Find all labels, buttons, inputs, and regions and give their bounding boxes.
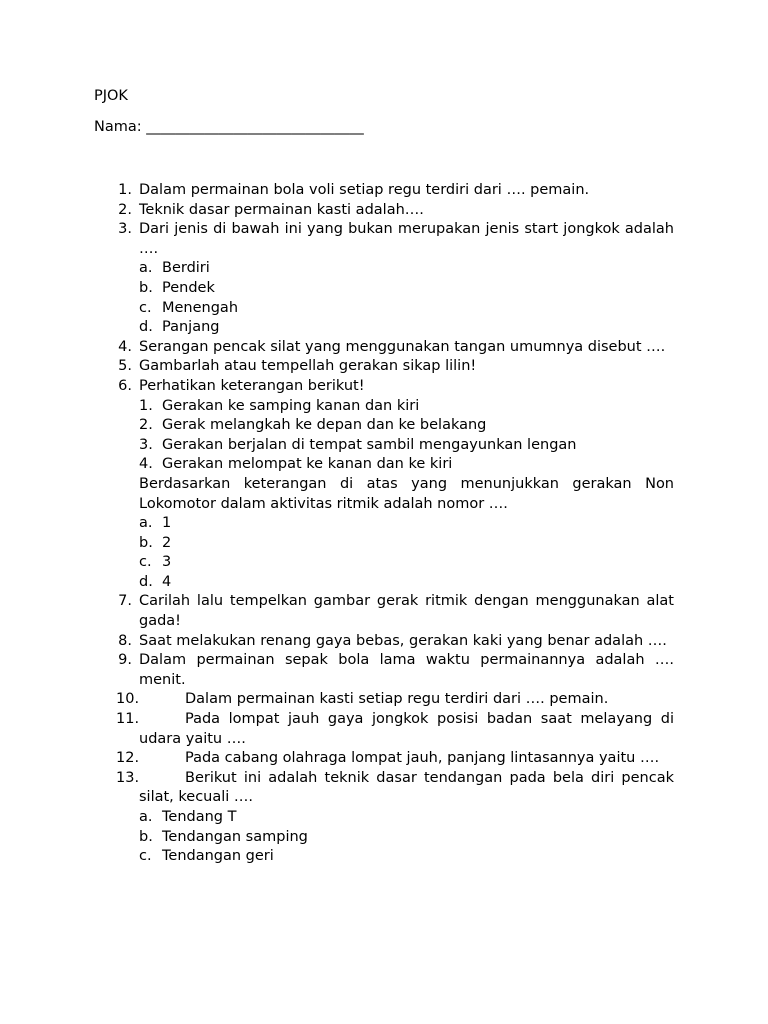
statement-text: Gerak melangkah ke depan dan ke belakang (162, 417, 487, 434)
question-number: 4. (118, 338, 132, 355)
question-item (94, 220, 674, 259)
question-text: Dalam permainan kasti setiap regu terdiri dari …. pemain. (185, 691, 609, 708)
option-text: Menengah (162, 299, 239, 316)
question-number: 12. (116, 750, 140, 767)
option-letter: b. (139, 279, 153, 296)
question-item (94, 632, 674, 652)
answer-option (94, 808, 674, 828)
option-letter: a. (139, 515, 153, 532)
answer-option (94, 259, 674, 279)
question-number: 7. (118, 593, 132, 610)
statement-text: Gerakan melompat ke kanan dan ke kiri (162, 456, 453, 473)
question-number: 13. (116, 769, 140, 786)
answer-option (94, 318, 674, 338)
question-text: Serangan pencak silat yang menggunakan tangan umumnya disebut …. (139, 338, 666, 355)
question-number: 11. (116, 711, 140, 728)
question-text: Berikut ini adalah teknik dasar tendangan pada bela diri pencak silat, kecuali …. (139, 769, 674, 806)
question-text: Dalam permainan bola voli setiap regu terdiri dari …. pemain. (139, 182, 590, 198)
option-text: 2 (162, 534, 172, 551)
answer-option (94, 553, 674, 573)
question-text: Gambarlah atau tempellah gerakan sikap lilin! (139, 358, 477, 375)
statement-text: Gerakan ke samping kanan dan kiri (162, 397, 420, 414)
question-item (94, 592, 674, 631)
question-followup: Berdasarkan keterangan di atas yang menunjukkan gerakan Non Lokomotor dalam aktivitas ritmik adalah nomor …. (139, 475, 674, 512)
question-item (94, 338, 674, 358)
answer-option (94, 534, 674, 554)
option-letter: d. (139, 319, 153, 336)
option-text: 1 (162, 515, 172, 532)
question-item (94, 690, 674, 710)
question-item (94, 710, 674, 749)
question-text: Carilah lalu tempelkan gambar gerak ritmik dengan menggunakan alat gada! (139, 593, 674, 630)
option-text: Tendangan geri (162, 848, 274, 865)
question-text: Teknik dasar permainan kasti adalah…. (139, 201, 424, 218)
name-field-label: Nama: ______________________________ (94, 119, 364, 135)
statement-item (94, 416, 674, 436)
question-text: Pada cabang olahraga lompat jauh, panjang lintasannya yaitu …. (185, 750, 660, 767)
question-text: Dalam permainan sepak bola lama waktu permainannya adalah …. menit. (139, 652, 674, 688)
option-letter: c. (139, 299, 152, 316)
option-text: 3 (162, 554, 172, 571)
question-item (94, 357, 674, 377)
statement-number: 1. (139, 397, 153, 414)
question-text: Perhatikan keterangan berikut! (139, 377, 365, 394)
answer-option (94, 279, 674, 299)
question-number: 1. (118, 182, 132, 198)
answer-option (94, 514, 674, 534)
question-item (94, 749, 674, 769)
option-letter: a. (139, 809, 153, 825)
option-text: Pendek (162, 279, 215, 296)
question-item (94, 769, 674, 808)
statement-number: 2. (139, 417, 153, 434)
question-number: 2. (118, 201, 132, 218)
question-number: 3. (118, 221, 132, 238)
subject-heading: PJOK (94, 88, 128, 104)
question-text: Dari jenis di bawah ini yang bukan merupakan jenis start jongkok adalah …. (139, 221, 674, 257)
option-letter: a. (139, 260, 153, 277)
option-letter: c. (139, 848, 152, 865)
statement-number: 3. (139, 436, 153, 453)
answer-option (94, 828, 674, 848)
question-item (94, 651, 674, 690)
option-text: Tendang T (162, 809, 237, 825)
question-text: Pada lompat jauh gaya jongkok posisi badan saat melayang di udara yaitu …. (139, 711, 674, 747)
answer-option (94, 299, 674, 319)
question-number: 5. (118, 358, 132, 375)
question-item (94, 181, 674, 201)
question-list (94, 181, 674, 867)
statement-text: Gerakan berjalan di tempat sambil mengayunkan lengan (162, 436, 577, 453)
option-text: Berdiri (162, 260, 210, 277)
option-letter: b. (139, 534, 153, 551)
question-number: 10. (116, 691, 140, 708)
question-number: 8. (118, 632, 132, 649)
option-text: Tendangan samping (162, 828, 308, 845)
question-number: 9. (118, 652, 132, 669)
statement-number: 4. (139, 456, 153, 473)
statement-item (94, 455, 674, 475)
option-letter: b. (139, 828, 153, 845)
option-text: Panjang (162, 319, 220, 336)
statement-item (94, 397, 674, 417)
option-text: 4 (162, 573, 172, 590)
question-item (94, 377, 674, 397)
question-text: Saat melakukan renang gaya bebas, gerakan kaki yang benar adalah …. (139, 632, 667, 649)
question-number: 6. (118, 377, 132, 394)
answer-option (94, 573, 674, 593)
option-letter: c. (139, 554, 152, 571)
option-letter: d. (139, 573, 153, 590)
answer-option (94, 847, 674, 867)
statement-item (94, 436, 674, 456)
question-item (94, 201, 674, 221)
